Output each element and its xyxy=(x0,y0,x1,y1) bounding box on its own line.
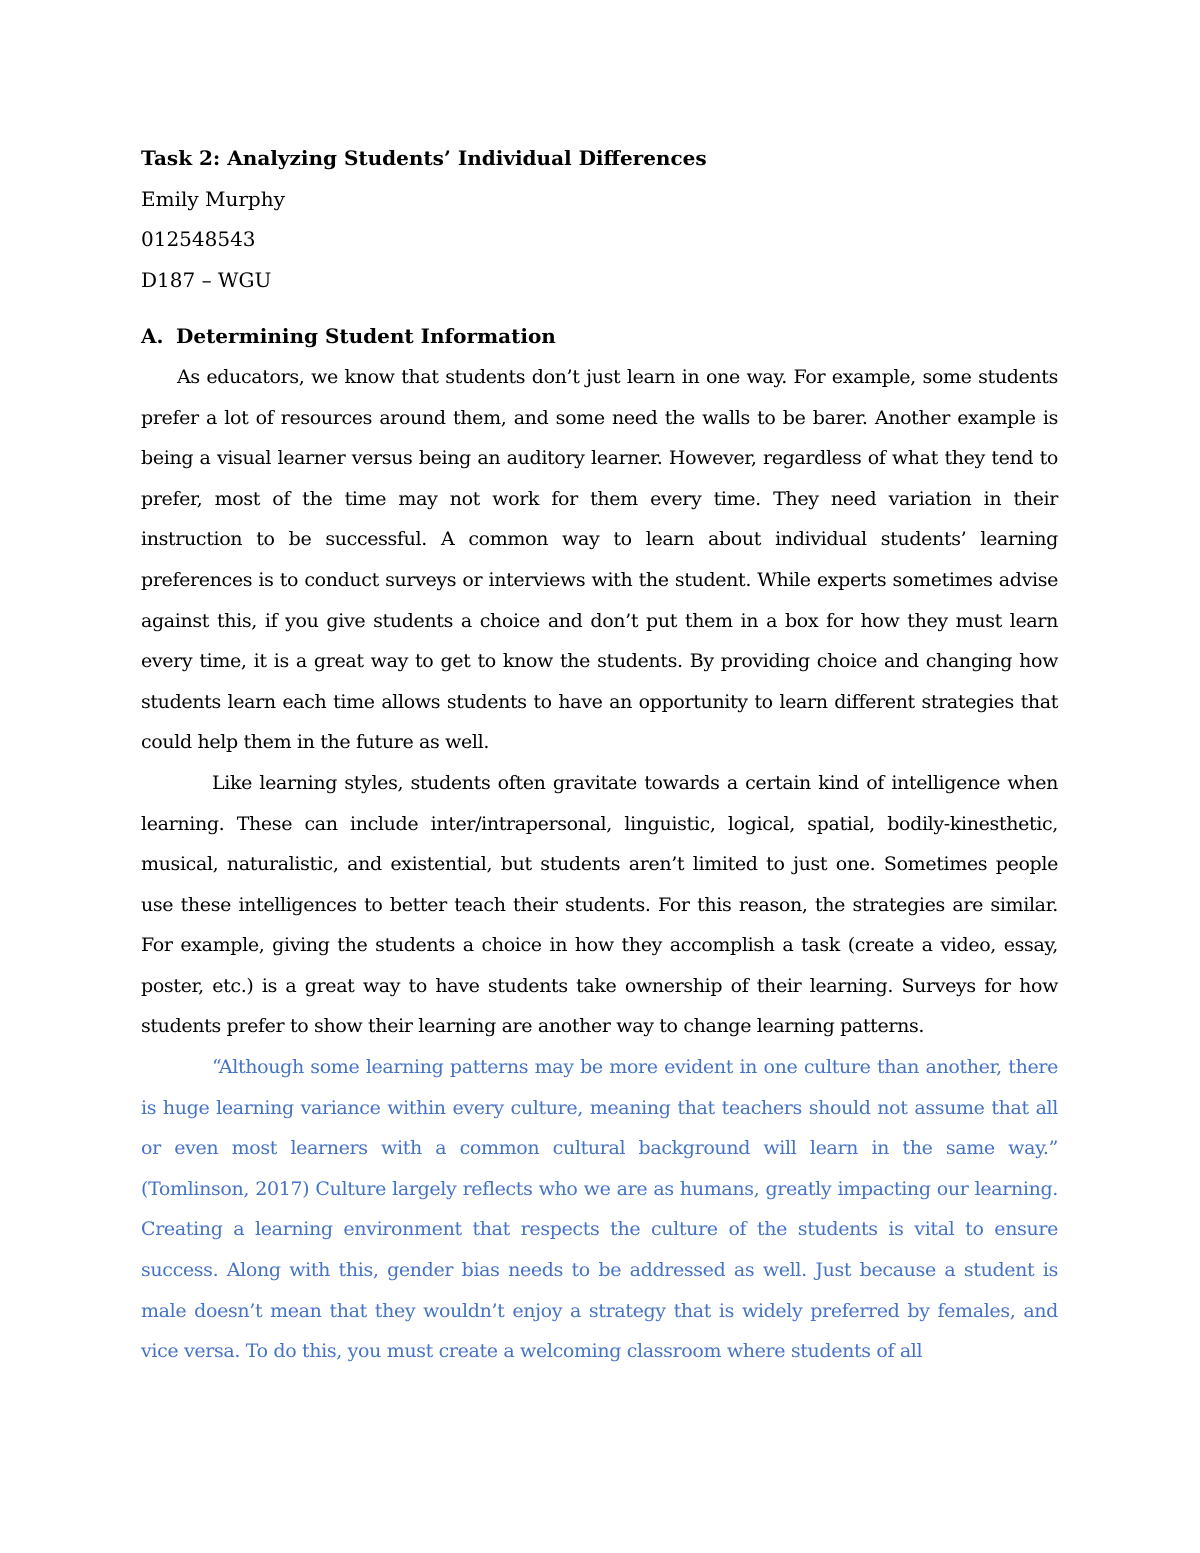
document-body xyxy=(141,138,1058,1372)
document-title: Task 2: Analyzing Students’ Individual Differences xyxy=(141,146,707,170)
author-name: Emily Murphy xyxy=(141,186,285,211)
section-a-title: Determining Student Information xyxy=(176,324,556,349)
course-code: D187 – WGU xyxy=(141,267,272,292)
paragraph-1: As educators, we know that students don’t just learn in one way. For example, some students prefer a lot of resources around them, and some need the walls to be barer. Another example is being a visual learner versus being an auditory learner. However, regardless of what they tend to prefer, most of the time may not work for them every time. They need variation in their instruction to be successful. A common way to learn about individual students’ learning preferences is to conduct surveys or interviews with the student. While experts sometimes advise against this, if you give students a choice and don’t put them in a box for how they must learn every time, it is a great way to get to know the students. By providing choice and changing how students learn each time allows students to have an opportunity to learn different strategies that could help them in the future as well. xyxy=(141,365,1058,754)
section-a-marker: A. xyxy=(141,324,164,349)
student-id: 012548543 xyxy=(141,227,256,252)
paragraph-3-quote: “Although some learning patterns may be more evident in one culture than another, there is huge learning variance within every culture, meaning that teachers should not assume that all or even most learners with a common cultural background will learn in the same way.” (Tomlinson, 2017) Culture largely reflects who we are as humans, greatly impacting our learning. Creating a learning environment that respects the culture of the students is vital to ensure success. Along with this, gender bias needs to be addressed as well. Just because a student is male doesn’t mean that they wouldn’t enjoy a strategy that is widely preferred by females, and vice versa. To do this, you must create a welcoming classroom where students of all xyxy=(141,1056,1058,1363)
section-a-heading xyxy=(141,316,1058,357)
paragraph-2: Like learning styles, students often gravitate towards a certain kind of intelligence when learning. These can include inter/intrapersonal, linguistic, logical, spatial, bodily-kinesthetic, musical, naturalistic, and existential, but students aren’t limited to just one. Sometimes people use these intelligences to better teach their students. For this reason, the strategies are similar. For example, giving the students a choice in how they accomplish a task (create a video, essay, poster, etc.) is a great way to have students take ownership of their learning. Surveys for how students prefer to show their learning are another way to change learning patterns. xyxy=(141,771,1058,1038)
